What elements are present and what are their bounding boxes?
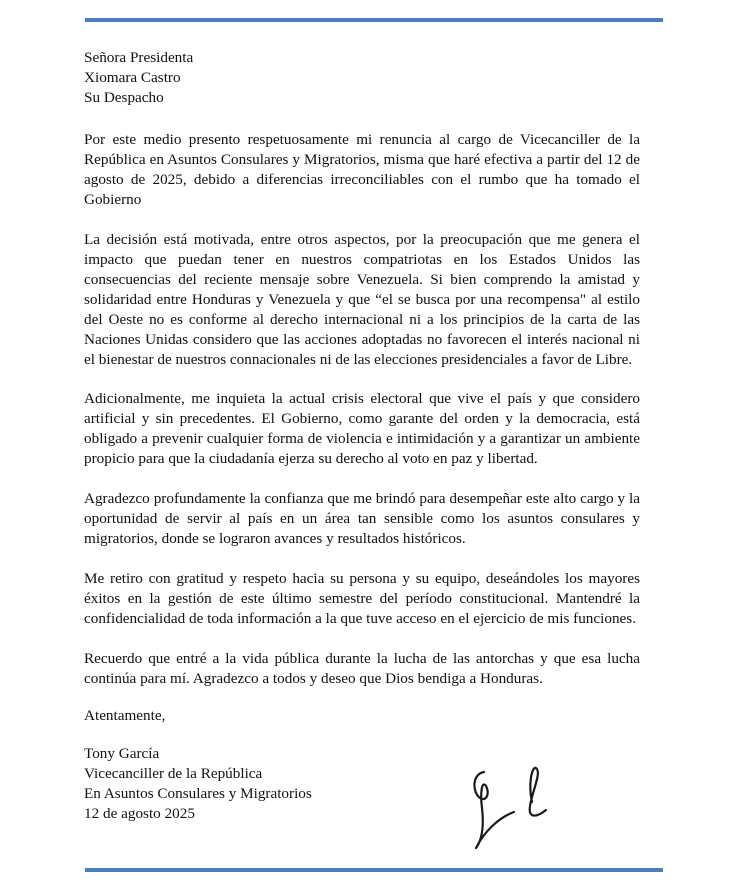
paragraph-farewell: Me retiro con gratitud y respeto hacia su persona y su equipo, deseándoles los mayores éxitos en la gestión de este último semestre del período constitucional. Mantendré la confidencialidad de toda información a la que tuve acceso en el ejercicio de mis funciones.: [84, 570, 640, 627]
paragraph-gratitude: Agradezco profundamente la confianza que me brindó para desempeñar este alto cargo y la oportunidad de servir al país en un área tan sensible como los asuntos consulares y migratorios, donde se lograron avances y resultados históricos.: [84, 490, 640, 547]
closing-salutation: [84, 706, 640, 726]
addressee-block: [84, 48, 640, 108]
signature-second-stroke: [530, 768, 546, 816]
addressee-office: Su Despacho: [84, 89, 164, 106]
bottom-rule: [85, 868, 663, 872]
addressee-name: Xiomara Castro: [84, 69, 181, 86]
signer-office: En Asuntos Consulares y Migratorios: [84, 785, 312, 802]
top-rule: [85, 18, 663, 22]
signature-date: 12 de agosto 2025: [84, 805, 195, 822]
signer-name: Tony García: [84, 745, 160, 762]
paragraph-resignation: Por este medio presento respetuosamente mi renuncia al cargo de Vicecanciller de la República en Asuntos Consulares y Migratorios, misma que haré efectiva a partir del 12 de agosto de 2025, debido a diferencias irreconciliables con el rumbo que ha tomado el Gobierno: [84, 131, 640, 208]
resignation-letter: [84, 48, 640, 824]
paragraph-electoral-crisis: Adicionalmente, me inquieta la actual crisis electoral que vive el país y que considero artificial y sin precedentes. El Gobierno, como garante del orden y la democracia, está obligado a prevenir cualquier forma de violencia e intimidación y a garantizar un ambiente propicio para que la ciudadanía ejerza su derecho al voto en paz y libertad.: [84, 390, 640, 467]
paragraph-closing-remark: Recuerdo que entré a la vida pública durante la lucha de las antorchas y que esa lucha continúa para mí. Agradezco a todos y deseo que Dios bendiga a Honduras.: [84, 650, 640, 687]
signer-title: Vicecanciller de la República: [84, 765, 263, 782]
signature-first-stroke: [474, 772, 514, 848]
paragraph-motivation: La decisión está motivada, entre otros aspectos, por la preocupación que me genera el impacto que puedan tener en nuestros compatriotas en los Estados Unidos las consecuencias del reciente mensaje sobre Venezuela. Si bien comprendo la amistad y solidaridad entre Honduras y Venezuela y que “el se busca por una recompensa" al estilo del Oeste no es conforme al derecho internacional ni a los principios de la carta de las Naciones Unidas considero que las acciones adoptadas no favorecen el interés nacional ni el bienestar de nuestros connacionales ni de las elecciones presidenciales a favor de Libre.: [84, 231, 640, 368]
closing-text: Atentamente,: [84, 707, 166, 724]
handwritten-signature: [470, 762, 580, 854]
addressee-title: Señora Presidenta: [84, 49, 194, 66]
